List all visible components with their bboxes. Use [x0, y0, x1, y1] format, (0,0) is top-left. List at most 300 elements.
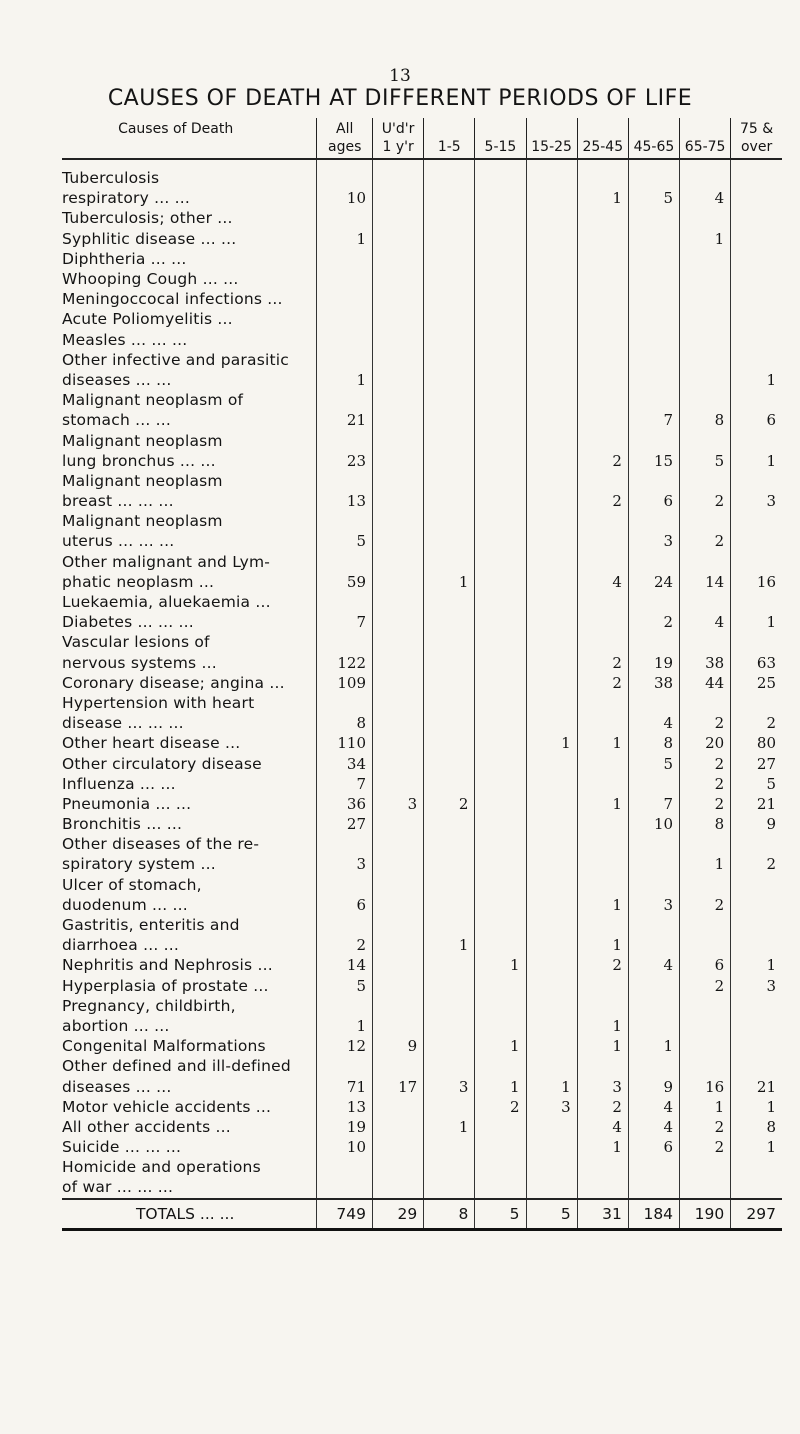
count-cell — [731, 289, 782, 309]
count-cell — [680, 249, 731, 269]
count-cell — [475, 814, 526, 834]
count-cell — [475, 511, 526, 531]
count-cell: 10 — [317, 188, 373, 208]
cause-label: spiratory system ... — [62, 855, 216, 874]
table-row — [62, 854, 782, 874]
count-cell — [526, 159, 577, 188]
count-cell — [731, 229, 782, 249]
table-row — [62, 451, 782, 471]
table-row — [62, 592, 782, 612]
count-cell: 4 — [628, 1097, 679, 1117]
count-cell — [373, 1157, 424, 1177]
count-cell — [424, 653, 475, 673]
table-row — [62, 976, 782, 996]
cause-label: Other malignant and Lym- — [62, 552, 271, 571]
count-cell: 2 — [577, 1097, 628, 1117]
count-cell — [680, 1177, 731, 1198]
count-cell — [680, 875, 731, 895]
count-cell: 34 — [317, 753, 373, 773]
count-cell — [628, 976, 679, 996]
count-cell — [424, 229, 475, 249]
cause-label: Whooping Cough ... ... — [62, 270, 239, 289]
count-cell — [475, 1177, 526, 1198]
count-cell: 2 — [317, 935, 373, 955]
count-cell — [628, 430, 679, 450]
count-cell: 4 — [628, 713, 679, 733]
count-cell — [680, 269, 731, 289]
count-cell — [577, 1157, 628, 1177]
count-cell — [373, 511, 424, 531]
count-cell — [526, 309, 577, 329]
count-cell — [526, 632, 577, 652]
table-row — [62, 370, 782, 390]
count-cell — [424, 814, 475, 834]
count-cell — [373, 1097, 424, 1117]
count-cell — [373, 612, 424, 632]
count-cell: 8 — [628, 733, 679, 753]
count-cell — [577, 370, 628, 390]
cause-label: Motor vehicle accidents ... — [62, 1097, 272, 1116]
cause-label: Coronary disease; angina ... — [62, 673, 285, 692]
count-cell — [680, 330, 731, 350]
count-cell — [577, 289, 628, 309]
count-cell — [373, 451, 424, 471]
count-cell: 2 — [680, 713, 731, 733]
totals-cell: 184 — [628, 1199, 679, 1230]
cause-label: Tuberculosis; other ... — [62, 209, 233, 228]
count-cell: 1 — [577, 794, 628, 814]
cause-label: Malignant neoplasm — [62, 471, 223, 490]
count-cell — [628, 935, 679, 955]
table-row — [62, 996, 782, 1016]
count-cell: 7 — [628, 410, 679, 430]
count-cell — [526, 1056, 577, 1076]
count-cell — [731, 1157, 782, 1177]
table-row — [62, 309, 782, 329]
count-cell: 14 — [317, 955, 373, 975]
count-cell — [424, 834, 475, 854]
count-cell — [526, 289, 577, 309]
count-cell — [424, 350, 475, 370]
count-cell — [731, 269, 782, 289]
count-cell: 80 — [731, 733, 782, 753]
count-cell — [317, 330, 373, 350]
count-cell — [526, 834, 577, 854]
count-cell — [373, 1016, 424, 1036]
cause-label: Other infective and parasitic — [62, 350, 289, 369]
count-cell: 1 — [577, 935, 628, 955]
count-cell: 7 — [628, 794, 679, 814]
count-cell — [526, 814, 577, 834]
count-cell: 2 — [680, 531, 731, 551]
count-cell: 4 — [577, 572, 628, 592]
count-cell — [680, 289, 731, 309]
count-cell — [577, 713, 628, 733]
cause-label: Hyperplasia of prostate ... — [62, 976, 269, 995]
count-cell — [475, 1056, 526, 1076]
count-cell: 38 — [680, 653, 731, 673]
count-cell — [577, 612, 628, 632]
count-cell — [373, 733, 424, 753]
count-cell — [373, 693, 424, 713]
count-cell — [526, 693, 577, 713]
count-cell: 1 — [731, 1137, 782, 1157]
count-cell — [424, 370, 475, 390]
count-cell — [424, 996, 475, 1016]
cause-label: Pregnancy, childbirth, — [62, 996, 236, 1015]
count-cell — [731, 430, 782, 450]
count-cell — [628, 511, 679, 531]
count-cell: 110 — [317, 733, 373, 753]
table-row — [62, 733, 782, 753]
count-cell — [475, 159, 526, 188]
count-cell — [424, 753, 475, 773]
cause-label: diarrhoea ... ... — [62, 936, 180, 955]
table-row — [62, 1097, 782, 1117]
count-cell — [317, 511, 373, 531]
count-cell — [577, 208, 628, 228]
count-cell — [680, 632, 731, 652]
count-cell — [731, 471, 782, 491]
count-cell — [424, 451, 475, 471]
count-cell: 9 — [373, 1036, 424, 1056]
count-cell — [373, 632, 424, 652]
count-cell — [526, 673, 577, 693]
count-cell — [628, 1177, 679, 1198]
count-cell — [628, 159, 679, 188]
count-cell: 9 — [628, 1076, 679, 1096]
count-cell — [680, 309, 731, 329]
count-cell — [317, 350, 373, 370]
totals-cell: 190 — [680, 1199, 731, 1230]
count-cell: 3 — [373, 794, 424, 814]
totals-row — [62, 1199, 782, 1230]
count-cell — [526, 774, 577, 794]
count-cell — [317, 208, 373, 228]
count-cell — [526, 249, 577, 269]
count-cell — [628, 269, 679, 289]
count-cell: 4 — [680, 612, 731, 632]
count-cell — [373, 673, 424, 693]
count-cell — [526, 390, 577, 410]
count-cell — [373, 935, 424, 955]
count-cell — [526, 1036, 577, 1056]
count-cell — [475, 693, 526, 713]
cause-label: Acute Poliomyelitis ... — [62, 310, 233, 329]
count-cell — [373, 471, 424, 491]
table-row — [62, 269, 782, 289]
count-cell — [526, 794, 577, 814]
count-cell: 44 — [680, 673, 731, 693]
count-cell: 13 — [317, 1097, 373, 1117]
count-cell — [526, 713, 577, 733]
count-cell — [475, 249, 526, 269]
table-row — [62, 1137, 782, 1157]
count-cell — [628, 632, 679, 652]
count-cell — [526, 208, 577, 228]
count-cell: 1 — [577, 188, 628, 208]
count-cell: 3 — [731, 491, 782, 511]
count-cell: 6 — [628, 1137, 679, 1157]
count-cell — [424, 330, 475, 350]
count-cell — [628, 592, 679, 612]
cause-label: diseases ... ... — [62, 370, 172, 389]
cause-label: Luekaemia, aluekaemia ... — [62, 593, 271, 612]
totals-cell: 5 — [526, 1199, 577, 1230]
count-cell — [731, 249, 782, 269]
header-age-75-over: 75 & over — [731, 118, 782, 159]
count-cell: 17 — [373, 1076, 424, 1096]
count-cell — [731, 895, 782, 915]
count-cell — [424, 531, 475, 551]
totals-cell: 297 — [731, 1199, 782, 1230]
table-row — [62, 430, 782, 450]
count-cell — [628, 350, 679, 370]
count-cell — [680, 511, 731, 531]
table-row — [62, 390, 782, 410]
header-all-ages: All ages — [317, 118, 373, 159]
count-cell — [526, 451, 577, 471]
count-cell — [317, 471, 373, 491]
header-age-25-45: 25-45 — [577, 118, 628, 159]
count-cell — [373, 1137, 424, 1157]
count-cell: 1 — [317, 370, 373, 390]
count-cell — [424, 693, 475, 713]
count-cell — [475, 410, 526, 430]
table-row — [62, 572, 782, 592]
count-cell: 1 — [577, 1137, 628, 1157]
count-cell — [424, 854, 475, 874]
count-cell — [424, 552, 475, 572]
count-cell: 3 — [526, 1097, 577, 1117]
count-cell: 4 — [577, 1117, 628, 1137]
count-cell — [475, 612, 526, 632]
count-cell — [526, 471, 577, 491]
count-cell — [526, 370, 577, 390]
count-cell — [424, 1097, 475, 1117]
count-cell: 7 — [317, 774, 373, 794]
count-cell — [475, 834, 526, 854]
cause-label: diseases ... ... — [62, 1077, 172, 1096]
count-cell — [731, 309, 782, 329]
count-cell — [577, 854, 628, 874]
count-cell: 3 — [577, 1076, 628, 1096]
count-cell — [475, 854, 526, 874]
count-cell: 3 — [731, 976, 782, 996]
count-cell — [373, 653, 424, 673]
count-cell — [424, 592, 475, 612]
count-cell — [317, 309, 373, 329]
count-cell — [628, 208, 679, 228]
count-cell — [424, 188, 475, 208]
count-cell — [373, 814, 424, 834]
table-row — [62, 1036, 782, 1056]
count-cell — [373, 330, 424, 350]
count-cell — [577, 753, 628, 773]
count-cell — [317, 249, 373, 269]
count-cell — [680, 552, 731, 572]
cause-label: Other defined and ill-defined — [62, 1057, 291, 1076]
count-cell: 8 — [680, 410, 731, 430]
count-cell — [526, 895, 577, 915]
count-cell: 2 — [731, 854, 782, 874]
count-cell — [475, 733, 526, 753]
table-row — [62, 774, 782, 794]
table-row — [62, 612, 782, 632]
table-row — [62, 1016, 782, 1036]
count-cell — [317, 269, 373, 289]
count-cell — [628, 390, 679, 410]
count-cell — [577, 976, 628, 996]
count-cell: 1 — [424, 1117, 475, 1137]
count-cell — [731, 330, 782, 350]
count-cell: 1 — [577, 733, 628, 753]
count-cell — [373, 249, 424, 269]
cause-label: Bronchitis ... ... — [62, 815, 183, 834]
table-row — [62, 895, 782, 915]
count-cell — [526, 491, 577, 511]
count-cell: 1 — [424, 935, 475, 955]
table-row — [62, 814, 782, 834]
count-cell — [680, 1157, 731, 1177]
count-cell: 2 — [577, 491, 628, 511]
count-cell: 2 — [628, 612, 679, 632]
count-cell: 2 — [577, 673, 628, 693]
count-cell: 6 — [731, 410, 782, 430]
count-cell: 1 — [475, 1076, 526, 1096]
count-cell — [475, 289, 526, 309]
count-cell: 4 — [628, 1117, 679, 1137]
count-cell — [628, 309, 679, 329]
count-cell — [373, 491, 424, 511]
cause-label: uterus ... ... ... — [62, 532, 175, 551]
cause-label: lung bronchus ... ... — [62, 451, 216, 470]
count-cell — [577, 410, 628, 430]
table-row — [62, 693, 782, 713]
count-cell — [526, 653, 577, 673]
count-cell — [577, 269, 628, 289]
count-cell — [317, 632, 373, 652]
count-cell — [475, 451, 526, 471]
count-cell — [475, 552, 526, 572]
count-cell — [424, 955, 475, 975]
count-cell — [628, 370, 679, 390]
count-cell: 4 — [680, 188, 731, 208]
count-cell: 63 — [731, 653, 782, 673]
count-cell — [475, 269, 526, 289]
count-cell — [475, 430, 526, 450]
count-cell: 1 — [424, 572, 475, 592]
count-cell — [526, 753, 577, 773]
cause-label: disease ... ... ... — [62, 714, 184, 733]
count-cell — [526, 612, 577, 632]
count-cell: 4 — [628, 955, 679, 975]
count-cell — [475, 713, 526, 733]
count-cell — [680, 208, 731, 228]
count-cell: 19 — [628, 653, 679, 673]
count-cell — [628, 330, 679, 350]
count-cell — [577, 1056, 628, 1076]
count-cell — [424, 309, 475, 329]
count-cell: 12 — [317, 1036, 373, 1056]
count-cell: 3 — [628, 895, 679, 915]
count-cell — [577, 834, 628, 854]
count-cell — [680, 1036, 731, 1056]
count-cell — [373, 229, 424, 249]
count-cell — [680, 834, 731, 854]
count-cell: 13 — [317, 491, 373, 511]
count-cell — [628, 1016, 679, 1036]
count-cell — [424, 1036, 475, 1056]
count-cell: 27 — [731, 753, 782, 773]
count-cell — [373, 410, 424, 430]
count-cell: 6 — [628, 491, 679, 511]
count-cell — [526, 935, 577, 955]
count-cell: 20 — [680, 733, 731, 753]
count-cell — [475, 229, 526, 249]
count-cell — [373, 289, 424, 309]
header-age-45-65: 45-65 — [628, 118, 679, 159]
count-cell — [475, 592, 526, 612]
count-cell: 2 — [680, 1137, 731, 1157]
count-cell — [373, 390, 424, 410]
count-cell — [424, 774, 475, 794]
count-cell — [680, 350, 731, 370]
count-cell — [526, 1177, 577, 1198]
count-cell: 1 — [526, 733, 577, 753]
cause-label: Malignant neoplasm of — [62, 391, 244, 410]
count-cell — [317, 1177, 373, 1198]
count-cell — [424, 673, 475, 693]
count-cell — [373, 834, 424, 854]
count-cell — [577, 390, 628, 410]
table-row — [62, 875, 782, 895]
count-cell — [628, 834, 679, 854]
count-cell — [424, 1177, 475, 1198]
count-cell — [317, 996, 373, 1016]
count-cell — [373, 895, 424, 915]
count-cell — [475, 632, 526, 652]
count-cell — [373, 370, 424, 390]
table-row — [62, 653, 782, 673]
cause-label: of war ... ... ... — [62, 1178, 174, 1197]
count-cell — [373, 1177, 424, 1198]
count-cell — [731, 188, 782, 208]
count-cell — [373, 1117, 424, 1137]
count-cell — [680, 1056, 731, 1076]
count-cell: 21 — [317, 410, 373, 430]
count-cell — [628, 996, 679, 1016]
count-cell — [526, 1016, 577, 1036]
count-cell: 27 — [317, 814, 373, 834]
count-cell — [526, 269, 577, 289]
count-cell — [526, 875, 577, 895]
count-cell — [373, 350, 424, 370]
count-cell — [373, 713, 424, 733]
count-cell — [526, 955, 577, 975]
count-cell — [475, 996, 526, 1016]
count-cell — [475, 774, 526, 794]
cause-label: Malignant neoplasm — [62, 512, 223, 531]
count-cell — [424, 1016, 475, 1036]
count-cell — [373, 572, 424, 592]
count-cell — [475, 572, 526, 592]
cause-label: nervous systems ... — [62, 653, 217, 672]
table-row — [62, 350, 782, 370]
count-cell — [424, 289, 475, 309]
table-row — [62, 713, 782, 733]
count-cell — [577, 915, 628, 935]
